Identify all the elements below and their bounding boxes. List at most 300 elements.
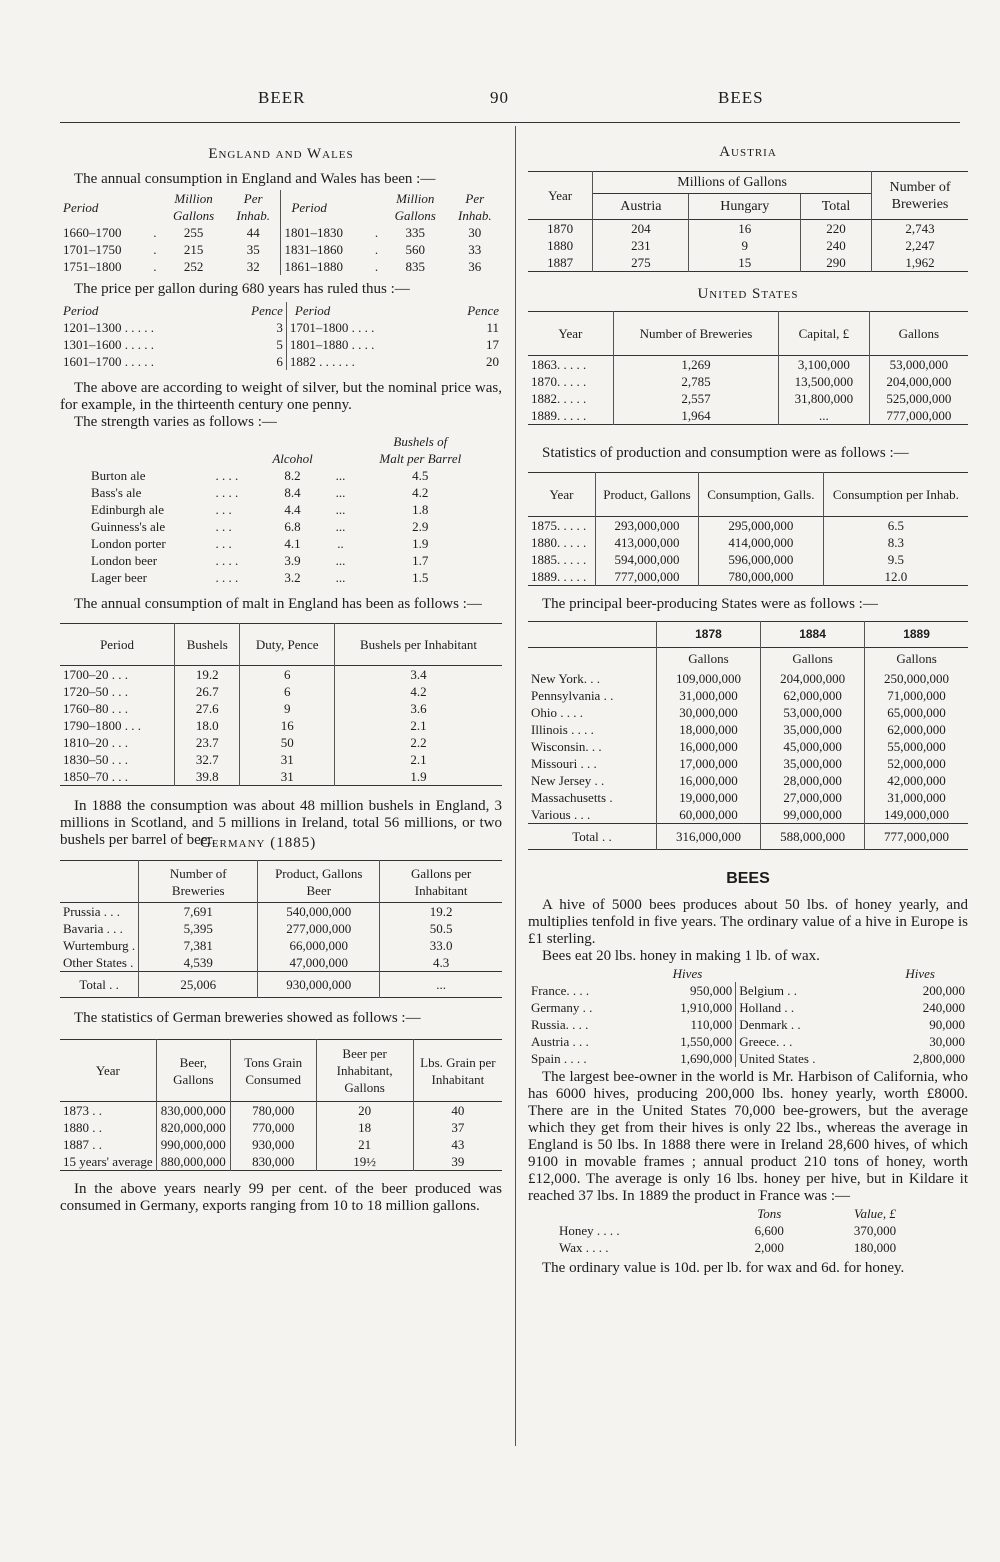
table-cell: 9 [689,237,801,254]
table-row [528,373,968,390]
table-cell: 21 [316,1136,413,1153]
table-cell: 1201–1300 . . . . . [63,320,154,335]
table-cell: United States . [736,1050,872,1067]
table-cell: 30 [468,225,482,240]
table-cell: 17 [486,337,499,352]
total-row [528,823,968,849]
table-row [528,1033,968,1050]
table-cell: 3,100,000 [779,356,870,374]
table-cell: 110,000 [690,1016,733,1032]
table-header [60,1040,502,1102]
running-head-left: BEER [258,88,306,107]
price-table [60,302,502,370]
table-cell: 50 [240,734,335,751]
table-row [528,517,968,535]
table-cell: 4.3 [380,954,502,972]
table-cell: 19,000,000 [656,789,760,806]
table-row [88,552,488,569]
table-row [88,535,488,552]
table-cell: 13,500,000 [779,373,870,390]
table-cell: 60,000,000 [656,806,760,824]
table-cell: 53,000,000 [761,704,865,721]
aus-col-austria: Austria [593,194,689,220]
table-row [60,734,502,751]
table-cell: 9.5 [823,551,968,568]
table-cell: Bavaria . . . [63,921,123,936]
stat-intro: The statistics of German breweries showed as follows :— [74,1010,421,1026]
table-cell: 2,785 [613,373,778,390]
table-row [528,687,968,704]
table-cell: 215 [183,242,204,257]
table-cell: ... [335,468,346,483]
table-cell: 370,000 [853,1222,897,1238]
table-cell: 780,000 [230,1102,316,1120]
table-cell: 2.2 [334,734,502,751]
column-header: Tons Grain Consumed [230,1040,316,1102]
table-cell: 204,000,000 [761,670,865,687]
table-row [88,569,488,586]
table-header [60,624,502,666]
table-cell: 15 [689,254,801,272]
column-header: Gallons [869,312,968,356]
table-cell: Total . . [79,977,119,992]
table-cell: 62,000,000 [865,721,968,738]
table-cell: 31 [240,751,335,768]
table-row [60,319,502,336]
table-cell: 19.2 [175,666,240,684]
table-cell: 204,000,000 [869,373,968,390]
bees-p3: The largest bee-owner in the world is Mr. Harbison of California, who has 6000 hives, producing 200,000 lbs. honey yearly, worth £8000. There are in the United States 70,000 bee-growers, but the average which they get from their hives is only 22 lbs., whereas the average in England is 50 lbs. In 1888 there were in Ireland 28,600 hives, of which 9100 in movable frames ; annual product 210 tons of honey, worth £12,000. The average is only 16 lbs. honey per hive, but in Kildare it reached 37 lbs. In 1889 the product in France was :— [528,1068,968,1204]
table-cell: Wurtemburg . [63,938,136,953]
table-row [60,353,502,370]
table-cell: 52,000,000 [865,755,968,772]
table-cell: 316,000,000 [656,823,760,849]
table-cell: 180,000 [853,1239,897,1255]
table-cell: 525,000,000 [869,390,968,407]
table-cell: 90,000 [929,1016,965,1032]
column-header: Number of Breweries [139,861,258,903]
table-cell: Pennsylvania . . [531,687,614,703]
table-cell: 4.5 [412,468,429,483]
total-row [60,972,502,998]
table-row [60,717,502,734]
table-cell: 5,395 [139,920,258,937]
table-row [60,336,502,353]
col-inhab-2: Inhab. [457,208,492,223]
aus-col-hungary: Hungary [689,194,801,220]
table-cell: 290 [801,254,872,272]
table-cell: 220 [801,220,872,238]
table-cell: ... [380,972,502,998]
table-cell: 596,000,000 [698,551,823,568]
table-cell: 35 [246,242,260,257]
table-cell: 33.0 [380,937,502,954]
table-cell: Ohio . . . . [531,704,583,720]
table-cell: 6 [276,354,283,369]
table-cell: London beer [91,553,158,568]
bees-p2: Bees eat 20 lbs. honey in making 1 lb. of wax. [542,947,820,964]
column-header: Number of Breweries [613,312,778,356]
table-cell: 19½ [316,1153,413,1171]
table-cell: 71,000,000 [865,687,968,704]
table-cell: 18.0 [175,717,240,734]
table-cell: Denmark . . [736,1016,872,1033]
table-cell: 16 [240,717,335,734]
table-cell: 1801–1830 [281,224,370,241]
table-cell: 47,000,000 [258,954,380,972]
table-row [528,220,968,238]
table-cell: 295,000,000 [698,517,823,535]
table-cell: . . . . [215,570,239,585]
column-divider [515,126,516,1446]
table-row [556,1222,936,1239]
table-cell: 16,000,000 [656,738,760,755]
states-col-1884: 1884 [761,622,865,648]
table-cell: . . . [215,502,232,517]
table-cell: 1701–1750 [63,242,122,257]
left-column [60,146,502,1215]
price-col-pence: Pence [251,303,283,318]
col-per: Per [243,191,263,206]
table-cell: 31 [240,768,335,786]
price-col-period-2: Period [286,302,438,319]
table-cell: 27,000,000 [761,789,865,806]
table-row [60,768,502,786]
table-row [528,704,968,721]
table-cell: 1863. . . . . [531,357,587,372]
table-cell: 1810–20 . . . [63,735,128,750]
table-row [60,954,502,972]
table-cell: 15 years' average [63,1154,153,1169]
section-title-germany: Germany (1885) [200,835,317,851]
table-cell: 1660–1700 [63,225,122,240]
table-row [528,982,968,999]
table-cell: Wisconsin. . . [531,738,602,754]
hives-table [528,965,968,1067]
column-header: Beer, Gallons [156,1040,230,1102]
table-cell: . . . [215,519,232,534]
aus-col-total: Total [801,194,872,220]
table-cell: . . . [215,536,232,551]
column-header [60,861,139,903]
table-cell: Austria . . . [531,1033,589,1049]
table-cell: 1880 . . [63,1120,102,1135]
table-row [88,501,488,518]
price-col-period: Period [63,303,99,318]
states-unit: Gallons [656,648,760,670]
table-row [60,1102,502,1120]
table-row [60,683,502,700]
aus-col-breweries: Number of Breweries [872,172,969,220]
table-cell: 1790–1800 . . . [63,718,141,733]
table-cell: 2.1 [334,751,502,768]
table-cell: 1870. . . . . [531,374,587,389]
table-cell: 830,000 [230,1153,316,1171]
table-cell: 8.4 [284,485,301,500]
table-cell: 200,000 [922,982,965,998]
table-row [60,1119,502,1136]
table-cell: Honey . . . . [559,1222,620,1238]
table-cell: 1601–1700 . . . . . [63,354,154,369]
table-cell: 588,000,000 [761,823,865,849]
stat-note: In the above years nearly 99 per cent. of the beer produced was consumed in Germany, exports ranging from 10 to 18 million gallons. [60,1181,502,1214]
strength-intro: The strength varies as follows :— [74,414,277,430]
table-cell: 540,000,000 [258,903,380,921]
table-cell: France. . . . [531,982,590,998]
table-header [528,473,968,517]
table-cell: Massachusetts . [531,789,613,805]
table-cell: 1880 [547,238,574,253]
table-cell: 6 [240,683,335,700]
malt-table [60,623,502,796]
table-cell: 3.9 [284,553,301,568]
column-header: Consumption per Inhab. [823,473,968,517]
col-million-2: Million [396,191,435,206]
table-cell: 27.6 [175,700,240,717]
column-header: Year [549,487,574,502]
table-cell: Illinois . . . . [531,721,594,737]
table-cell: 1.8 [412,502,429,517]
price-col-pence-2: Pence [467,303,499,318]
table-cell: 31,000,000 [656,687,760,704]
table-cell: 40 [413,1102,502,1120]
table-cell: . [153,225,157,240]
production-table [528,472,968,594]
column-header: Year [558,326,583,341]
aus-col-millions: Millions of Gallons [593,172,872,194]
column-header: Bushels per Inhabitant [334,624,502,666]
table-cell: 37 [413,1119,502,1136]
table-cell: 30,000,000 [656,704,760,721]
table-cell: 204 [593,220,689,238]
table-cell: 1.7 [412,553,429,568]
table-row [528,407,968,425]
table-cell: Guinness's ale [91,519,166,534]
page-number: 90 [490,88,509,107]
states-col-1889: 1889 [865,622,968,648]
table-row [528,738,968,755]
col-gallons: Gallons [172,208,215,223]
table-cell: 66,000,000 [258,937,380,954]
table-cell: 109,000,000 [656,670,760,687]
table-cell: 1831–1860 [281,241,370,258]
table-cell: 42,000,000 [865,772,968,789]
table-row [528,356,968,374]
table-cell: 16,000,000 [656,772,760,789]
table-cell: 99,000,000 [761,806,865,824]
table-row [528,789,968,806]
table-cell: 7,381 [139,937,258,954]
bees-title: BEES [726,869,770,887]
section-title-austria: Austria [719,144,777,160]
table-cell: 1830–50 . . . [63,752,128,767]
table-row [60,700,502,717]
table-cell: 35,000,000 [761,755,865,772]
table-cell: 3.6 [334,700,502,717]
table-cell: 950,000 [690,982,733,998]
table-cell: 5 [276,337,283,352]
price-note: The above are according to weight of silver, but the nominal price was, for example, in the thirteenth century one penny. [60,380,502,413]
table-cell: 1885. . . . . [531,552,587,567]
hives-col-2: Hives [905,965,935,981]
table-cell: 2,743 [872,220,969,238]
table-cell: 2,000 [754,1239,784,1255]
table-row [556,1239,936,1256]
section-title-england: England and Wales [208,146,354,162]
table-cell: 7,691 [139,903,258,921]
table-header [60,861,502,903]
table-cell: 62,000,000 [761,687,865,704]
table-cell: 250,000,000 [865,670,968,687]
table-cell: 1.9 [412,536,429,551]
table-cell: 780,000,000 [698,568,823,586]
column-header: Product, Gallons [595,473,698,517]
table-cell: 2,247 [872,237,969,254]
table-row [528,534,968,551]
table-cell: 16 [689,220,801,238]
table-cell: 413,000,000 [595,534,698,551]
table-cell: 3.2 [284,570,301,585]
column-header: Duty, Pence [240,624,335,666]
table-cell: Burton ale [91,468,146,483]
austria-table [528,171,968,280]
table-cell: 18,000,000 [656,721,760,738]
table-cell: 1720–50 . . . [63,684,128,699]
column-header: Period [100,637,135,652]
table-cell: 45,000,000 [761,738,865,755]
table-row [528,390,968,407]
table-cell: Total . . [572,828,612,844]
table-cell: 3 [276,320,283,335]
table-cell: 8.2 [284,468,301,483]
france-table [556,1205,936,1256]
table-row [528,999,968,1016]
table-cell: 820,000,000 [156,1119,230,1136]
table-cell: Holland . . [736,999,872,1016]
table-cell: 65,000,000 [865,704,968,721]
table-cell: ... [335,553,346,568]
table-cell: 33 [468,242,482,257]
table-cell: 32 [246,259,260,274]
running-head-right: BEES [718,88,764,107]
price-intro: The price per gallon during 680 years has ruled thus :— [74,281,410,297]
table-cell: 1889. . . . . [531,408,587,423]
table-cell: 36 [468,259,482,274]
table-cell: 1889. . . . . [531,569,587,584]
bees-p4: The ordinary value is 10d. per lb. for wax and 6d. for honey. [542,1259,905,1276]
table-cell: 277,000,000 [258,920,380,937]
table-cell: 2,557 [613,390,778,407]
table-cell: 43 [413,1136,502,1153]
table-cell: 560 [405,242,425,257]
table-cell: New Jersey . . [531,772,605,788]
table-cell: ... [335,502,346,517]
table-cell: 1801–1880 . . . . [286,336,438,353]
table-cell: ... [779,407,870,425]
table-cell: . . . . [215,485,239,500]
table-cell: 594,000,000 [595,551,698,568]
table-cell: 240,000 [922,999,965,1015]
table-cell: 231 [593,237,689,254]
table-cell: 3.4 [334,666,502,684]
table-cell: 1700–20 . . . [63,667,128,682]
column-header: Consumption, Galls. [698,473,823,517]
england-intro: The annual consumption in England and Wales has been :— [74,171,436,187]
table-cell: 11 [486,320,499,335]
table-cell: 4.1 [284,536,301,551]
table-row [528,1016,968,1033]
column-header: Bushels [175,624,240,666]
table-cell: 6 [240,666,335,684]
table-cell: 240 [801,237,872,254]
table-cell: 18 [316,1119,413,1136]
strength-table [88,433,488,586]
table-cell: 777,000,000 [595,568,698,586]
table-cell: . [153,242,157,257]
table-row [528,806,968,824]
states-unit-3: Gallons [865,648,968,670]
malt-note: In 1888 the consumption was about 48 million bushels in England, 3 millions in Scotland, and 5 millions in Ireland, total 56 millions, or two bushels per barrel of beer. [60,798,502,848]
table-cell: 1,269 [613,356,778,374]
table-cell: Russia. . . . [531,1016,589,1032]
table-row [88,484,488,501]
states-intro: The principal beer-producing States were as follows :— [542,596,878,612]
table-cell: Lager beer [91,570,147,585]
table-cell: 23.7 [175,734,240,751]
table-cell: 9 [240,700,335,717]
table-row [60,937,502,954]
table-cell: 770,000 [230,1119,316,1136]
table-cell: 26.7 [175,683,240,700]
table-row [60,903,502,921]
table-cell: . [374,242,379,257]
table-cell: 1887 [547,255,574,270]
table-cell: 20 [486,354,499,369]
table-cell: 1,550,000 [680,1033,733,1049]
table-cell: 6.8 [284,519,301,534]
table-cell: 777,000,000 [865,823,968,849]
table-row [528,551,968,568]
hives-col: Hives [672,965,703,981]
column-header: Beer per Inhabitant, Gallons [316,1040,413,1102]
table-row [60,1153,502,1171]
table-cell: 293,000,000 [595,517,698,535]
table-cell: 1,962 [872,254,969,272]
table-cell: 28,000,000 [761,772,865,789]
german-statistics-table [60,1039,502,1179]
table-row [60,751,502,768]
table-cell: 4.2 [334,683,502,700]
table-cell: . [374,225,379,240]
table-cell: 8.3 [823,534,968,551]
col-period-2: Period [281,190,370,224]
table-cell: 1882. . . . . [531,391,587,406]
table-cell: 930,000,000 [258,972,380,998]
table-cell: . [374,259,379,274]
table-row [528,721,968,738]
table-cell: 149,000,000 [865,806,968,824]
table-row [528,670,968,687]
table-cell: 1882 . . . . . . [286,353,438,370]
us-table [528,311,968,433]
table-cell: 777,000,000 [869,407,968,425]
table-cell: 1301–1600 . . . . . [63,337,154,352]
table-cell: 1760–80 . . . [63,701,128,716]
table-cell: ... [335,570,346,585]
table-cell: 20 [316,1102,413,1120]
fr-col-tons: Tons [757,1205,782,1221]
table-cell: 6.5 [823,517,968,535]
